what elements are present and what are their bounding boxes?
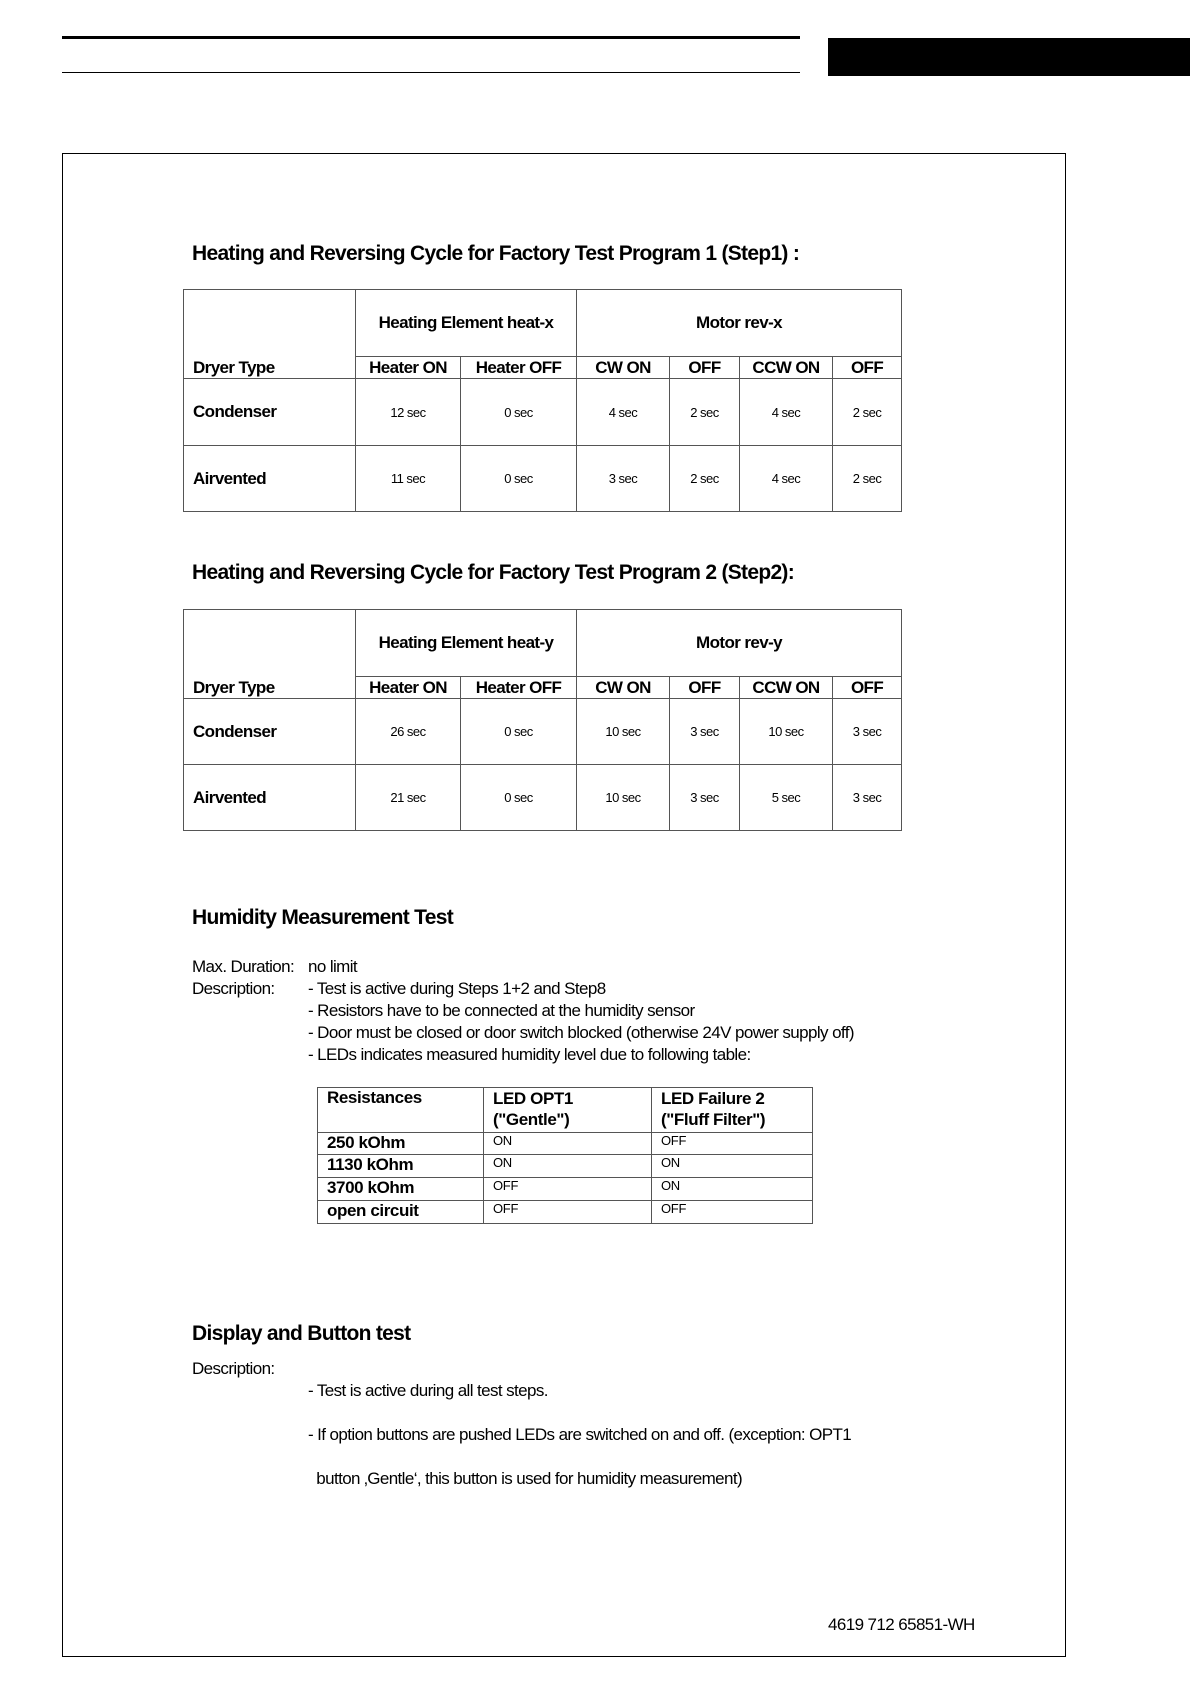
- table2-group-motor: Motor rev-y: [577, 610, 902, 677]
- col-header: CCW ON: [740, 677, 833, 699]
- display-desc: [308, 1358, 851, 1512]
- cell: 3700 kOhm: [318, 1178, 484, 1201]
- cell: 0 sec: [461, 379, 577, 446]
- table1-dryer-type: Dryer Type: [184, 357, 356, 379]
- header-rule-thin: [62, 72, 800, 73]
- table1: [183, 289, 902, 512]
- cell: 3 sec: [670, 699, 740, 765]
- cell: 5 sec: [740, 765, 833, 831]
- cell: 10 sec: [577, 765, 670, 831]
- cell: ON: [652, 1155, 813, 1178]
- col-header: Heater OFF: [461, 677, 577, 699]
- col-header: LED OPT1 ("Gentle"): [484, 1088, 652, 1133]
- cell: 21 sec: [356, 765, 461, 831]
- cell: ON: [652, 1178, 813, 1201]
- cell: 0 sec: [461, 699, 577, 765]
- cell: 0 sec: [461, 446, 577, 512]
- cell: 11 sec: [356, 446, 461, 512]
- cell: 12 sec: [356, 379, 461, 446]
- desc-line: - If option buttons are pushed LEDs are switched on and off. (exception: OPT1: [308, 1425, 852, 1444]
- desc-line: - Test is active during Steps 1+2 and Step8: [308, 979, 606, 998]
- cell: ON: [484, 1155, 652, 1178]
- cell: 3 sec: [833, 699, 902, 765]
- header-rule-thick: [62, 36, 800, 39]
- col-header: OFF: [670, 677, 740, 699]
- table2: [183, 609, 902, 831]
- col-header: Heater OFF: [461, 357, 577, 379]
- cell: 10 sec: [740, 699, 833, 765]
- row-label: Airvented: [184, 765, 356, 831]
- cell: open circuit: [318, 1201, 484, 1224]
- table2-title: Heating and Reversing Cycle for Factory Test Program 2 (Step2):: [192, 561, 795, 584]
- col-header: OFF: [670, 357, 740, 379]
- cell: 4 sec: [577, 379, 670, 446]
- col-header: OFF: [833, 677, 902, 699]
- col-header: LED Failure 2 ("Fluff Filter"): [652, 1088, 813, 1133]
- table-row: [318, 1178, 813, 1201]
- col-header: CW ON: [577, 677, 670, 699]
- cell: 2 sec: [833, 446, 902, 512]
- cell: 0 sec: [461, 765, 577, 831]
- cell: 4 sec: [740, 446, 833, 512]
- cell: 3 sec: [577, 446, 670, 512]
- cell: 3 sec: [670, 765, 740, 831]
- cell: 2 sec: [670, 446, 740, 512]
- desc-line: - LEDs indicates measured humidity level due to following table:: [308, 1045, 751, 1064]
- cell: 3 sec: [833, 765, 902, 831]
- desc-line: - Door must be closed or door switch blocked (otherwise 24V power supply off): [308, 1023, 854, 1042]
- desc-line: button ‚Gentle‘, this button is used for humidity measurement): [308, 1469, 743, 1488]
- table-row: [318, 1201, 813, 1224]
- cell: 1130 kOhm: [318, 1155, 484, 1178]
- table2-group-heat: Heating Element heat-y: [356, 610, 577, 677]
- cell: OFF: [652, 1201, 813, 1224]
- cell: OFF: [652, 1133, 813, 1155]
- col-header: CCW ON: [740, 357, 833, 379]
- cell: 4 sec: [740, 379, 833, 446]
- display-desc-label: Description:: [192, 1359, 275, 1378]
- cell: 2 sec: [670, 379, 740, 446]
- row-label: Airvented: [184, 446, 356, 512]
- desc-line: - Test is active during all test steps.: [308, 1381, 548, 1400]
- humidity-title: Humidity Measurement Test: [192, 906, 454, 929]
- cell: 250 kOhm: [318, 1133, 484, 1155]
- header-black-tab: [828, 38, 1190, 76]
- table-row: [184, 699, 902, 765]
- table-row: [184, 765, 902, 831]
- document-number: 4619 712 65851-WH: [828, 1615, 975, 1634]
- table-row: [184, 446, 902, 512]
- cell: OFF: [484, 1178, 652, 1201]
- table-row: [184, 379, 902, 446]
- desc-line: - Resistors have to be connected at the humidity sensor: [308, 1001, 695, 1020]
- display-title: Display and Button test: [192, 1322, 411, 1345]
- cell: 2 sec: [833, 379, 902, 446]
- col-header: OFF: [833, 357, 902, 379]
- humidity-table: [317, 1087, 813, 1224]
- table2-dryer-type: Dryer Type: [184, 677, 356, 699]
- table1-group-motor: Motor rev-x: [577, 290, 902, 357]
- col-header: Heater ON: [356, 677, 461, 699]
- col-header: Resistances: [318, 1088, 484, 1133]
- cell: 10 sec: [577, 699, 670, 765]
- row-label: Condenser: [184, 379, 356, 446]
- row-label: Condenser: [184, 699, 356, 765]
- humidity-desc-label: Description:: [192, 979, 275, 998]
- table-row: [318, 1155, 813, 1178]
- max-duration-value: no limit: [308, 957, 358, 976]
- table-row: [318, 1133, 813, 1155]
- col-header: Heater ON: [356, 357, 461, 379]
- humidity-desc: [308, 978, 854, 1066]
- cell: ON: [484, 1133, 652, 1155]
- table1-group-heat: Heating Element heat-x: [356, 290, 577, 357]
- cell: 26 sec: [356, 699, 461, 765]
- table1-title: Heating and Reversing Cycle for Factory Test Program 1 (Step1) :: [192, 242, 800, 265]
- max-duration-label: Max. Duration:: [192, 957, 295, 976]
- col-header: CW ON: [577, 357, 670, 379]
- cell: OFF: [484, 1201, 652, 1224]
